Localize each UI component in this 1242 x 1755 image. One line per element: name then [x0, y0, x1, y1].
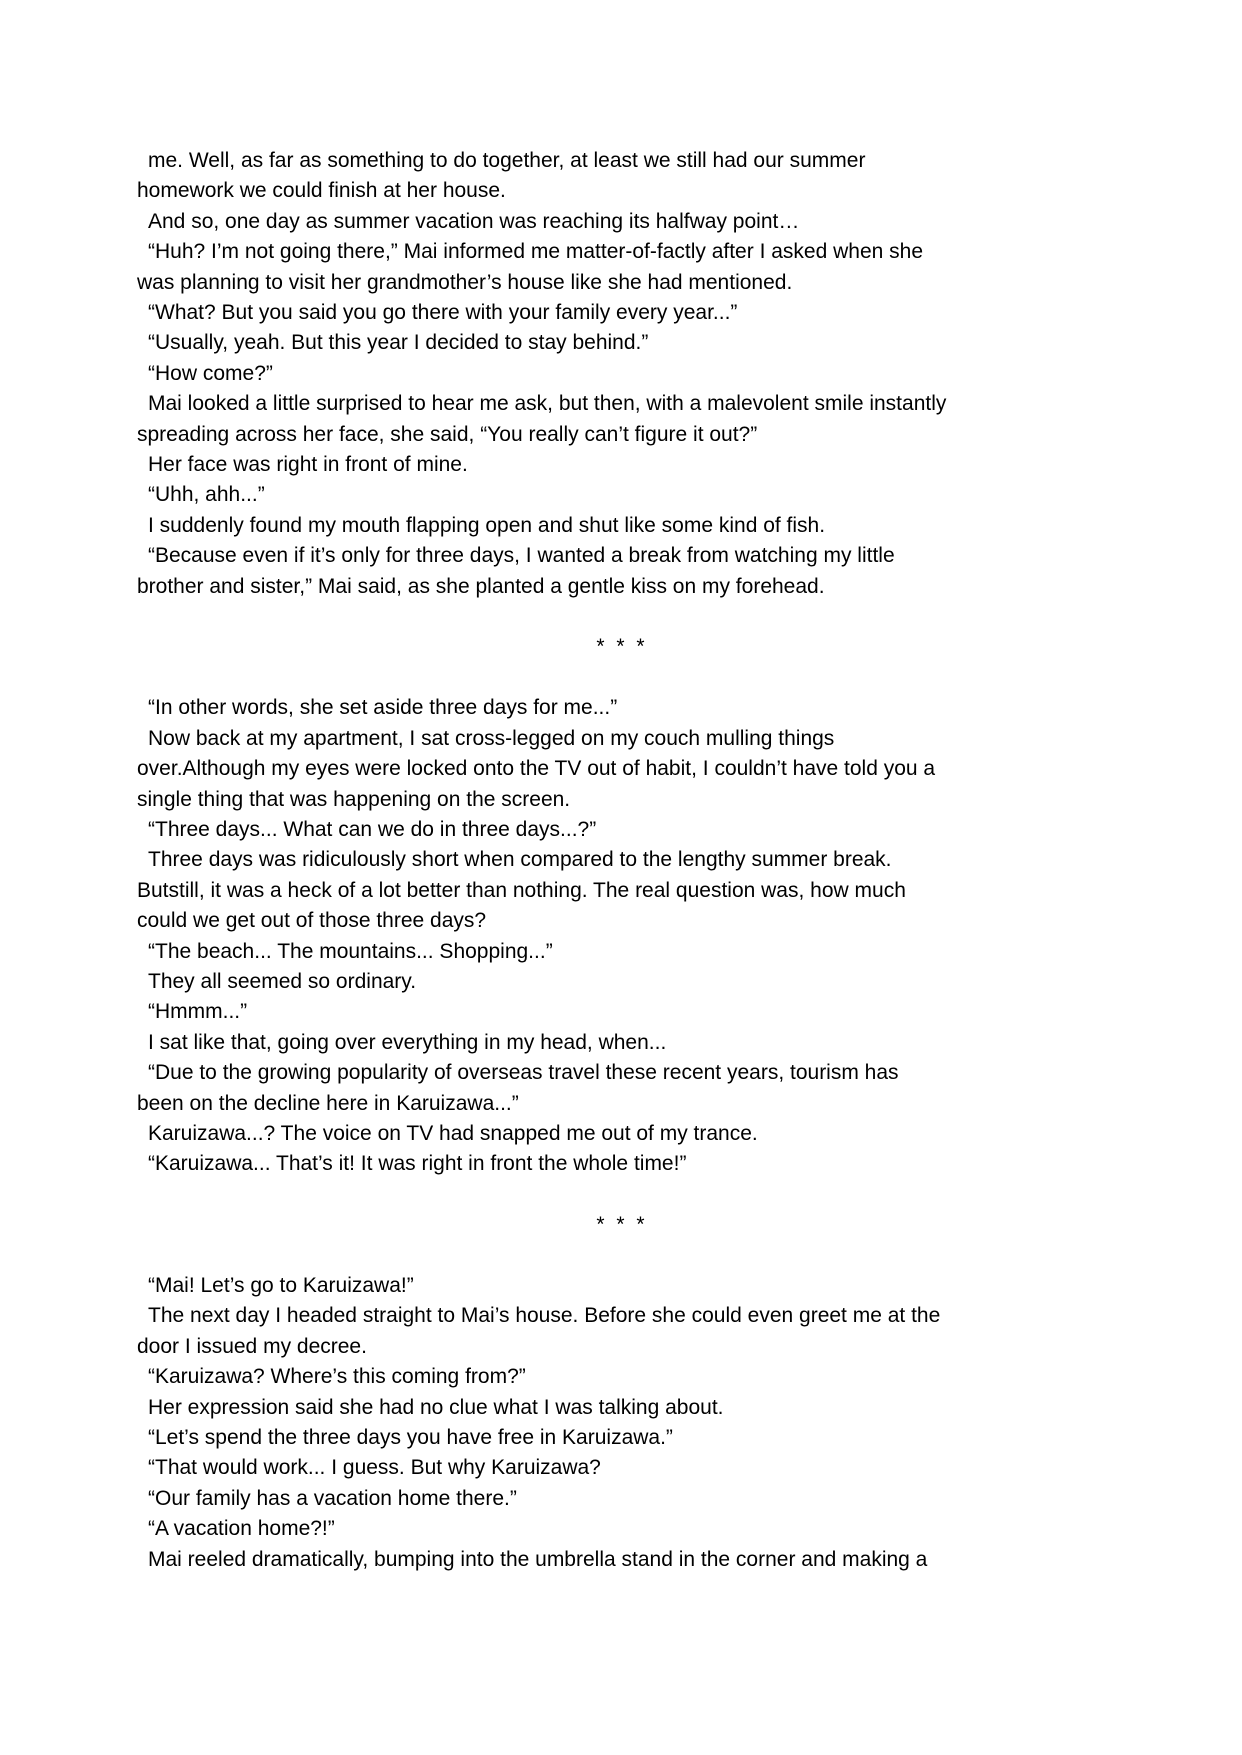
text-line: Mai reeled dramatically, bumping into the umbrella stand in the corner and making a	[148, 1547, 928, 1571]
section-separator: * * *	[596, 635, 648, 659]
text-line: The next day I headed straight to Mai’s house. Before she could even greet me at the	[148, 1304, 941, 1328]
text-line: over.Although my eyes were locked onto the TV out of habit, I couldn’t have told you a	[137, 757, 936, 781]
text-line: “Due to the growing popularity of overseas travel these recent years, tourism has	[148, 1061, 899, 1085]
text-block	[137, 146, 1107, 1575]
text-line: Three days was ridiculously short when compared to the lengthy summer break.	[148, 848, 892, 872]
text-line: “Huh? I’m not going there,” Mai informed me matter-of-factly after I asked when she	[148, 240, 924, 264]
text-line: “Hmmm...”	[148, 1000, 248, 1024]
text-line: “Three days... What can we do in three days...?”	[148, 817, 597, 841]
text-line: “Usually, yeah. But this year I decided to stay behind.”	[148, 331, 649, 355]
text-line: “Let’s spend the three days you have free in Karuizawa.”	[148, 1426, 673, 1449]
text-line: “A vacation home?!”	[148, 1517, 335, 1541]
text-line: was planning to visit her grandmother’s house like she had mentioned.	[137, 270, 793, 294]
text-line: “The beach... The mountains... Shopping...”	[148, 939, 553, 963]
text-line: been on the decline here in Karuizawa...”	[137, 1091, 519, 1115]
text-line: spreading across her face, she said, “You really can’t figure it out?”	[137, 422, 758, 446]
text-line: “That would work... I guess. But why Karuizawa?	[148, 1456, 601, 1480]
text-line: “Karuizawa... That’s it! It was right in front the whole time!”	[148, 1152, 687, 1176]
text-line: could we get out of those three days?	[137, 909, 487, 933]
text-line: me. Well, as far as something to do together, at least we still had our summer	[148, 149, 866, 172]
text-line: homework we could finish at her house.	[137, 179, 506, 203]
text-line: I suddenly found my mouth flapping open and shut like some kind of fish.	[148, 513, 826, 537]
text-line: “How come?”	[148, 361, 273, 385]
text-line: door I issued my decree.	[137, 1334, 367, 1358]
text-line: And so, one day as summer vacation was reaching its halfway point…	[148, 209, 800, 233]
text-line: Butstill, it was a heck of a lot better than nothing. The real question was, how much	[137, 878, 906, 902]
section-separator: * * *	[596, 1213, 648, 1237]
text-line: “Our family has a vacation home there.”	[148, 1486, 517, 1510]
text-line: “Because even if it’s only for three days, I wanted a break from watching my little	[148, 544, 895, 568]
text-line: “Karuizawa? Where’s this coming from?”	[148, 1365, 526, 1389]
text-line: I sat like that, going over everything in my head, when...	[148, 1030, 667, 1054]
text-line: Karuizawa...? The voice on TV had snapped me out of my trance.	[148, 1121, 758, 1145]
text-line: single thing that was happening on the screen.	[137, 787, 571, 811]
text-line: Her face was right in front of mine.	[148, 453, 468, 477]
text-line: brother and sister,” Mai said, as she planted a gentle kiss on my forehead.	[137, 574, 825, 598]
text-line: Her expression said she had no clue what I was talking about.	[148, 1395, 724, 1419]
text-line: “Mai! Let’s go to Karuizawa!”	[148, 1273, 414, 1297]
text-line: “In other words, she set aside three days for me...”	[148, 696, 618, 720]
text-line: Now back at my apartment, I sat cross-legged on my couch mulling things	[148, 726, 835, 750]
text-line: “What? But you said you go there with your family every year...”	[148, 301, 738, 325]
text-line: “Uhh, ahh...”	[148, 483, 265, 507]
text-line: Mai looked a little surprised to hear me ask, but then, with a malevolent smile instantly	[148, 392, 947, 416]
text-line: They all seemed so ordinary.	[148, 969, 417, 993]
